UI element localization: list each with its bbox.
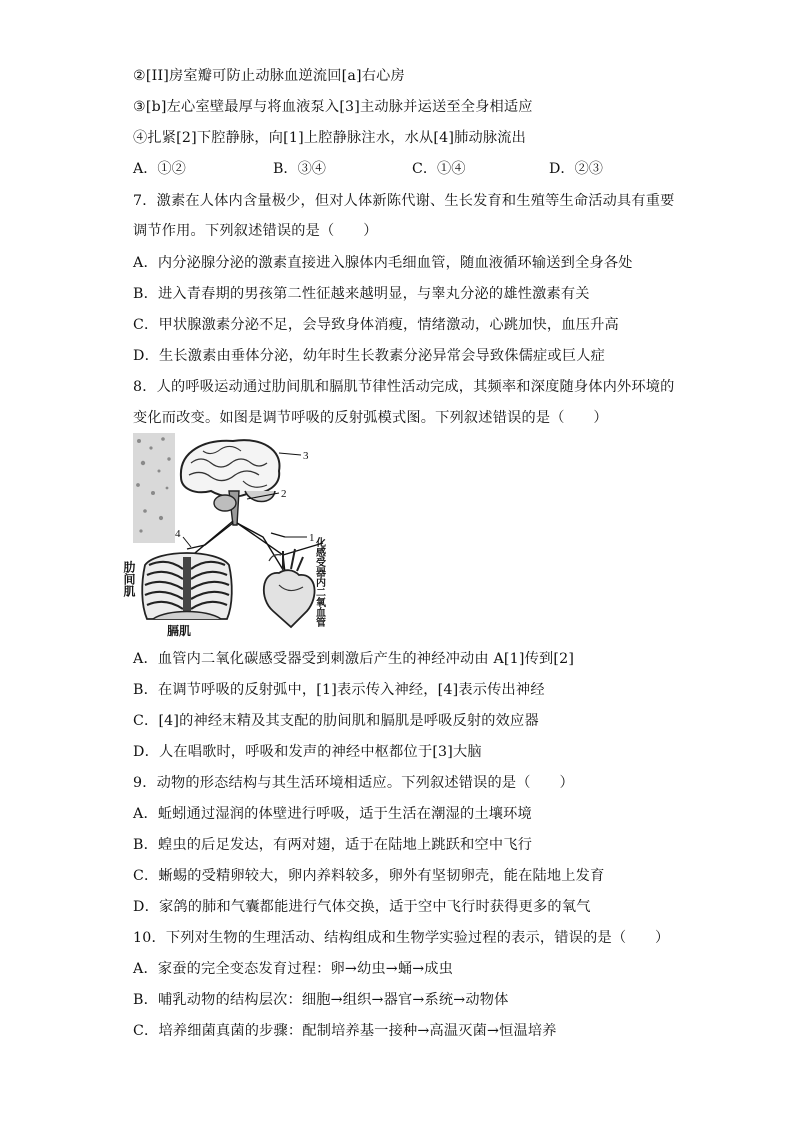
q8-option-c: C．[4]的神经末精及其支配的肋间肌和膈肌是呼吸反射的效应器 xyxy=(133,713,539,729)
chemoreceptor-label: 化感受器内二氧血管 xyxy=(313,537,325,627)
reflex-arc-diagram xyxy=(122,433,363,641)
q7-stem-line2: 调节作用。下列叙述错误的是（ ） xyxy=(133,223,378,239)
figure-label-2: 2 xyxy=(281,488,287,500)
q8-option-d: D．人在唱歌时，呼吸和发声的神经中枢都位于[3]大脑 xyxy=(133,744,482,760)
q10-option-a: A．家蚕的完全变态发育过程：卵→幼虫→蛹→成虫 xyxy=(133,961,454,977)
q9-option-b: B．蝗虫的后足发达，有两对翅，适于在陆地上跳跃和空中飞行 xyxy=(133,837,533,853)
q6-item-3: ③[b]左心室壁最厚与将血液泵入[3]主动脉并运送至全身相适应 xyxy=(133,99,533,115)
intercostal-muscle-label: 肋间肌 xyxy=(122,561,136,597)
q7-option-d: D．生长激素由垂体分泌，幼年时生长教素分泌异常会导致侏儒症或巨人症 xyxy=(133,348,605,364)
q8-stem-line2: 变化而改变。如图是调节呼吸的反射弧模式图。下列叙述错误的是（ ） xyxy=(133,410,608,426)
q9-option-a: A．蚯蚓通过湿润的体壁进行呼吸，适于生活在潮湿的土壤环境 xyxy=(133,806,532,822)
scan-noise-patch xyxy=(133,433,175,543)
reflex-arc-figure xyxy=(122,433,363,641)
rib-cage-drawing xyxy=(142,553,232,619)
q7-option-c: C．甲状腺激素分泌不足，会导致身体消瘦，情绪激动，心跳加快，血压升高 xyxy=(133,317,619,333)
q9-option-d: D．家鸽的肺和气囊都能进行气体交换，适于空中飞行时获得更多的氧气 xyxy=(133,899,591,915)
q8-option-a: A．血管内二氧化碳感受器受到刺激后产生的神经冲动由 A[1]传到[2] xyxy=(133,651,575,667)
q9-option-c: C．蜥蜴的受精卵较大，卵内养料较多，卵外有坚韧卵壳，能在陆地上发育 xyxy=(133,868,605,884)
q9-stem: 9．动物的形态结构与其生活环境相适应。下列叙述错误的是（ ） xyxy=(133,775,574,791)
q10-option-b: B．哺乳动物的结构层次：细胞→组织→器官→系统→动物体 xyxy=(133,992,509,1008)
q7-option-a: A．内分泌腺分泌的激素直接进入腺体内毛细血管，随血液循环输送到全身各处 xyxy=(133,255,633,271)
q10-stem: 10．下列对生物的生理活动、结构组成和生物学实验过程的表示，错误的是（ ） xyxy=(133,930,670,946)
q6-option-a: A．①② xyxy=(133,161,186,177)
q6-item-2: ②[II]房室瓣可防止动脉血逆流回[a]右心房 xyxy=(133,68,405,84)
q6-item-4: ④扎紧[2]下腔静脉，向[1]上腔静脉注水，水从[4]肺动脉流出 xyxy=(133,130,527,146)
figure-label-3: 3 xyxy=(303,450,309,462)
q7-option-b: B．进入青春期的男孩第二性征越来越明显，与睾丸分泌的雄性激素有关 xyxy=(133,286,590,302)
q8-stem-line1: 8．人的呼吸运动通过肋间肌和膈肌节律性活动完成，其频率和深度随身体内外环境的 xyxy=(133,379,675,395)
q6-option-b: B．③④ xyxy=(273,161,326,177)
q10-option-c: C．培养细菌真菌的步骤：配制培养基一接种→高温灭菌→恒温培养 xyxy=(133,1023,557,1039)
figure-label-4: 4 xyxy=(175,528,181,540)
q8-option-b: B．在调节呼吸的反射弧中，[1]表示传入神经，[4]表示传出神经 xyxy=(133,682,545,698)
diaphragm-label: 膈肌 xyxy=(167,624,192,638)
q6-option-c: C．①④ xyxy=(412,161,466,177)
figure-label-1: 1 xyxy=(309,532,315,544)
q7-stem-line1: 7．激素在人体内含量极少，但对人体新陈代谢、生长发育和生殖等生命活动具有重要 xyxy=(133,193,675,209)
q6-option-d: D．②③ xyxy=(549,161,603,177)
